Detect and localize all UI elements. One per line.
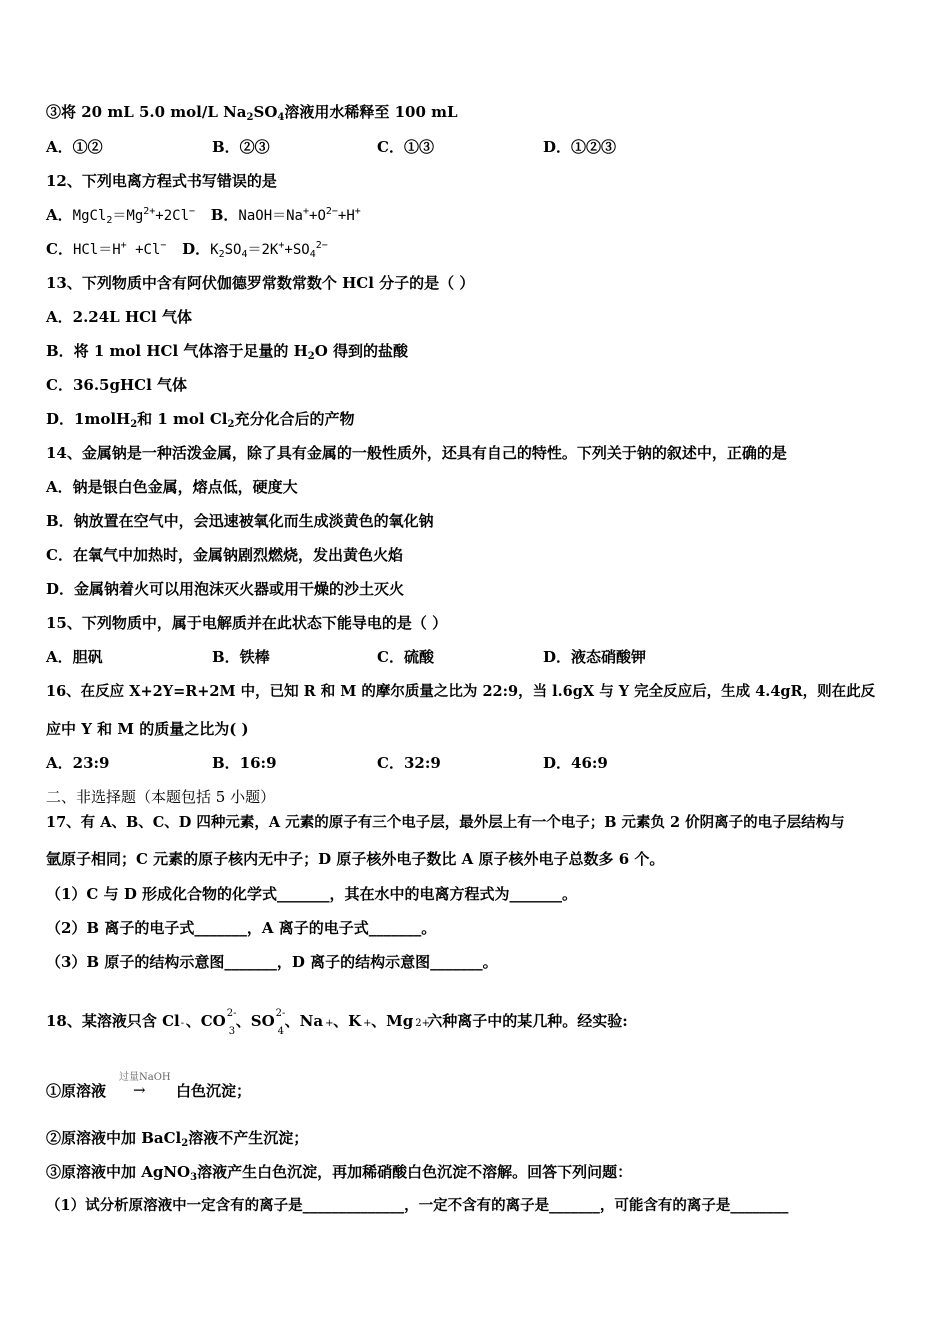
q18-exp1-label: ①原溶液 <box>46 1082 107 1100</box>
q16-option-d: D．46:9 <box>543 754 608 772</box>
q14-stem: 14、金属钠是一种活泼金属，除了具有金属的一般性质外，还具有自己的特性。下列关于钠的叙述中，正确的是 <box>46 444 787 462</box>
q14-option-c: C．在氧气中加热时，金属钠剧烈燃烧，发出黄色火焰 <box>46 546 403 564</box>
q16-option-b: B．16:9 <box>212 754 277 772</box>
q12-options-cd: C．HCl＝H+ +Cl− D．$K_2SO_4=2K^++SO_4^{2-}$ <box>46 240 328 260</box>
q11-option-d: D．①②③ <box>543 138 617 156</box>
q18-exp1-condition: 过量NaOH <box>119 1072 171 1083</box>
q13-stem: 13、下列物质中含有阿伏伽德罗常数常数个 HCl 分子的是（ ） <box>46 274 475 292</box>
q15-option-c: C．硫酸 <box>377 648 434 666</box>
q17-stem-line1: 17、有 A、B、C、D 四种元素，A 元素的原子有三个电子层，最外层上有一个电子；B 元素负 2 价阴离子的电子层结构与 <box>46 814 845 831</box>
q14-option-a: A．钠是银白色金属，熔点低，硬度大 <box>46 478 298 496</box>
q13-option-a: A．2.24L HCl 气体 <box>46 308 192 326</box>
reaction-arrow-icon: → <box>133 1081 146 1099</box>
q11-option-c: C．①③ <box>377 138 434 156</box>
q12-stem: 12、下列电离方程式书写错误的是 <box>46 172 277 190</box>
q16-stem-line1: 16、在反应 X+2Y=R+2M 中，已知 R 和 M 的摩尔质量之比为 22:9，当 l.6gX 与 Y 完全反应后，生成 4.4gR，则在此反 <box>46 683 876 700</box>
q11-option-b: B．②③ <box>212 138 270 156</box>
q18-exp2: ②原溶液中加 BaCl$_2$溶液不产生沉淀； <box>46 1129 309 1149</box>
q13-option-c: C．36.5gHCl 气体 <box>46 376 187 394</box>
q18-exp3: ③原溶液中加 AgNO$_3$溶液产生白色沉淀，再加稀硝酸白色沉淀不溶解。回答下列问题： <box>46 1163 633 1183</box>
q18-part-1: （1）试分析原溶液中一定含有的离子是______________，一定不含有的离子是_______，可能含有的离子是________ <box>46 1197 789 1214</box>
section-heading: 二、非选择题（本题包括 5 小题） <box>46 788 276 806</box>
q12-options-ab: A．$MgCl_2=Mg^{2+}+2Cl^-$ B．$NaOH=Na^++O^{2-}+H^+$ <box>46 206 361 226</box>
q16-option-a: A．23:9 <box>46 754 110 772</box>
q17-part-3: （3）B 原子的结构示意图_______，D 离子的结构示意图_______。 <box>46 953 498 971</box>
q11-option-a: A．①② <box>46 138 103 156</box>
q18-exp1-result: 白色沉淀； <box>176 1082 252 1100</box>
q15-stem: 15、下列物质中，属于电解质并在此状态下能导电的是（ ） <box>46 614 448 632</box>
q14-option-b: B．钠放置在空气中，会迅速被氧化而生成淡黄色的氧化钠 <box>46 512 434 530</box>
q17-part-2: （2）B 离子的电子式_______，A 离子的电子式_______。 <box>46 919 437 937</box>
q17-stem-line2: 氩原子相同；C 元素的原子核内无中子；D 原子核外电子数比 A 原子核外电子总数多 6 个。 <box>46 850 665 868</box>
q16-option-c: C．32:9 <box>377 754 441 772</box>
q18-stem: 18、某溶液只含 Cl - 、CO 2- 3 、SO 2- 4 、Na + 、K + 、Mg 2+ 六种离子中的某几种。经实验: <box>46 1008 628 1037</box>
q13-option-b: B．将 1 mol HCl 气体溶于足量的 $H_2O$ 得到的盐酸 <box>46 342 409 362</box>
q15-option-a: A．胆矾 <box>46 648 103 666</box>
q13-option-d: D．1molH$_2$和 1 mol $Cl_2$充分化合后的产物 <box>46 410 355 430</box>
q15-option-b: B．铁棒 <box>212 648 270 666</box>
q11-statement-3: ③将 20 mL 5.0 mol/L $Na_2SO_4$溶液用水稀释至 100 mL <box>46 103 458 123</box>
q14-option-d: D．金属钠着火可以用泡沫灭火器或用干燥的沙土灭火 <box>46 580 405 598</box>
q15-option-d: D．液态硝酸钾 <box>543 648 647 666</box>
q17-part-1: （1）C 与 D 形成化合物的化学式_______，其在水中的电离方程式为_______。 <box>46 885 578 903</box>
q16-stem-line2: 应中 Y 和 M 的质量之比为( ) <box>46 720 249 738</box>
